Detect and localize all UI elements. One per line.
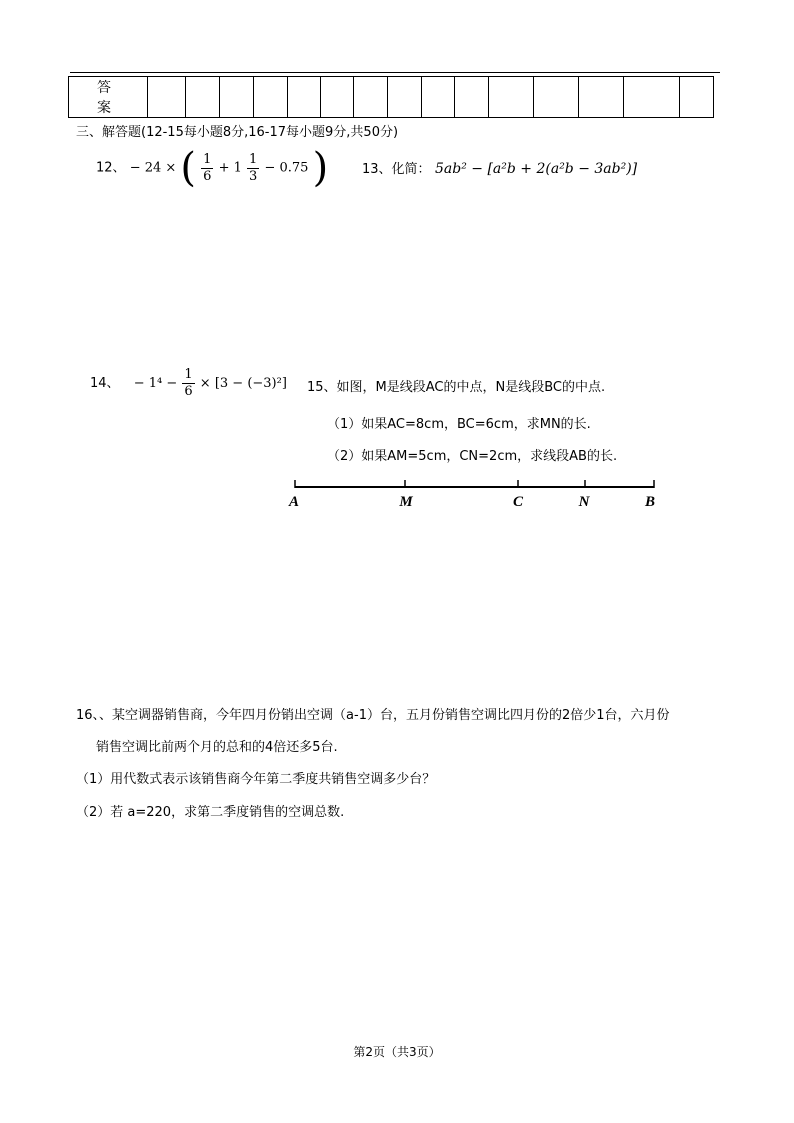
q12-tail: − 0.75 xyxy=(264,160,309,176)
answer-cell[interactable] xyxy=(254,77,288,118)
label-c: C xyxy=(512,494,524,510)
section-title: 三、解答题(12-15每小题8分,16-17每小题9分,共50分) xyxy=(76,125,399,140)
answer-cell[interactable] xyxy=(354,77,388,118)
q13-prefix: 13、化简： xyxy=(362,162,431,177)
q12-f2-num: 1 xyxy=(249,151,258,167)
answer-cell[interactable] xyxy=(321,77,354,118)
answer-cell[interactable] xyxy=(186,77,220,118)
label-b: B xyxy=(644,494,656,510)
answer-cell[interactable] xyxy=(489,77,534,118)
q14-f-num: 1 xyxy=(184,367,193,382)
right-paren: ) xyxy=(312,145,329,191)
q12-fraction-1 xyxy=(201,152,213,185)
q12-plus: + 1 xyxy=(218,160,242,176)
answer-cell[interactable] xyxy=(148,77,186,118)
answer-cell[interactable] xyxy=(455,77,489,118)
label-m: M xyxy=(399,494,413,510)
q13-expression: 5ab² − [a²b + 2(a²b − 3ab²)] xyxy=(435,161,638,177)
question-13 xyxy=(362,158,637,177)
answer-label: 答 案 xyxy=(69,77,148,118)
page-footer: 第2页（共3页） xyxy=(353,1045,441,1059)
header-rule xyxy=(70,72,720,73)
question-12 xyxy=(96,145,329,192)
q14-fraction xyxy=(182,367,194,400)
q14-f-den: 6 xyxy=(184,384,193,399)
q14-prefix: 14、 xyxy=(90,376,120,391)
q14-expr-start: − 1⁴ − xyxy=(133,376,178,391)
q12-fraction-2 xyxy=(247,152,259,185)
label-n: N xyxy=(578,494,590,510)
answer-cell[interactable] xyxy=(680,77,714,118)
q15-part-2: （2）如果AM=5cm，CN=2cm，求线段AB的长. xyxy=(327,449,618,464)
q12-f1-den: 6 xyxy=(203,168,212,184)
q12-f1-num: 1 xyxy=(203,151,212,167)
answer-cell[interactable] xyxy=(534,77,579,118)
q16-line-2: 销售空调比前两个月的总和的4倍还多5台. xyxy=(96,740,338,755)
q15-part-1: （1）如果AC=8cm，BC=6cm，求MN的长. xyxy=(327,417,591,432)
q12-prefix: 12、 xyxy=(96,160,126,176)
q16-line-1: 16、、某空调器销售商，今年四月份销出空调（a-1）台，五月份销售空调比四月份的2倍少1台，六月份 xyxy=(76,708,670,723)
answer-cell[interactable] xyxy=(388,77,422,118)
q16-part-1: （1）用代数式表示该销售商今年第二季度共销售空调多少台？ xyxy=(76,772,436,787)
answer-cell[interactable] xyxy=(220,77,254,118)
segment-diagram xyxy=(280,470,680,515)
answer-cell[interactable] xyxy=(288,77,321,118)
q12-expr-start: − 24 × xyxy=(129,160,177,176)
answer-cell[interactable] xyxy=(579,77,624,118)
q14-expr-end: × [3 − (−3)²] xyxy=(199,376,287,391)
q15-title: 15、如图，M是线段AC的中点，N是线段BC的中点. xyxy=(307,380,606,395)
left-paren: ( xyxy=(180,145,197,191)
q16-part-2: （2）若 a=220，求第二季度销售的空调总数. xyxy=(76,805,345,820)
label-a: A xyxy=(288,494,300,510)
answer-table xyxy=(68,76,714,118)
answer-cell[interactable] xyxy=(624,77,680,118)
question-14 xyxy=(90,366,287,406)
answer-cell[interactable] xyxy=(422,77,455,118)
q12-f2-den: 3 xyxy=(249,168,258,184)
